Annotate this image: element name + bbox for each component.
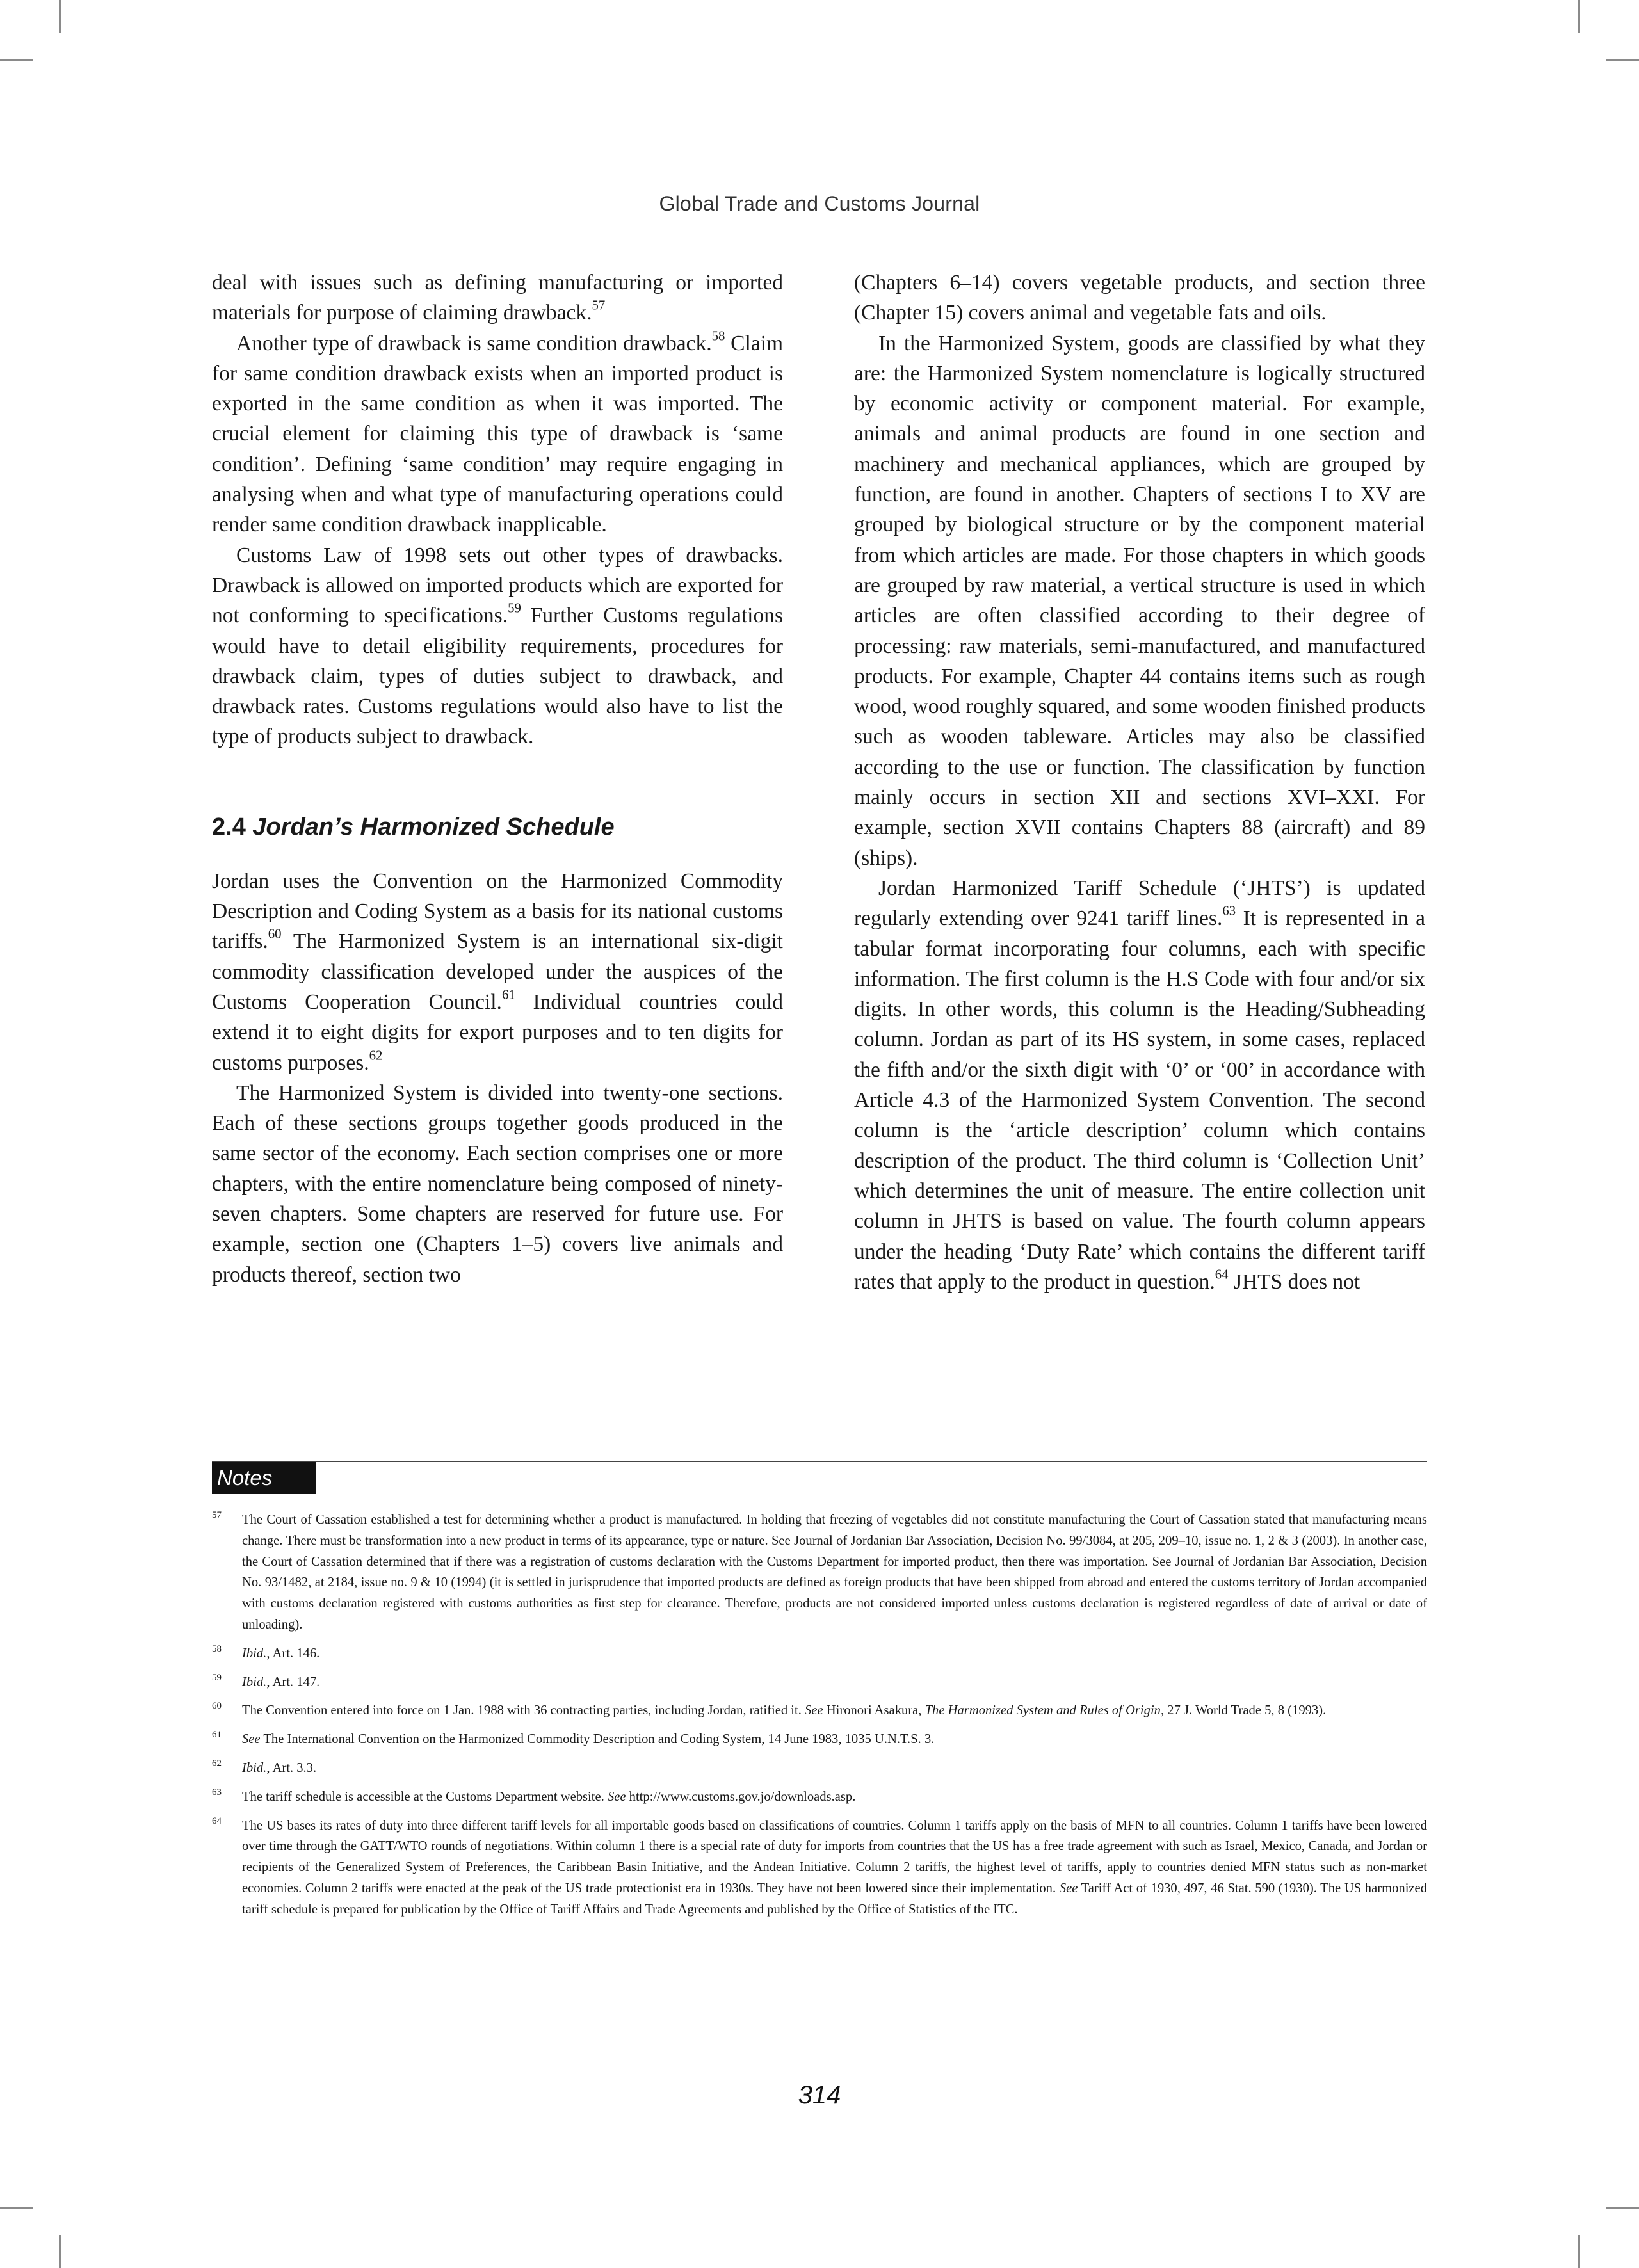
customs-url[interactable]: http://www.customs.gov.jo/downloads.asp. <box>626 1789 856 1804</box>
footnote-63: 63 The tariff schedule is accessible at the Customs Department website. See http://www.customs.gov.jo/downloads.asp. <box>212 1787 1427 1808</box>
footnote-ref[interactable]: 57 <box>592 298 606 313</box>
footnote-number: 58 <box>212 1643 222 1654</box>
crop-mark-top-right-vertical <box>1578 0 1580 33</box>
footnote-number: 59 <box>212 1672 222 1683</box>
footnote-ref[interactable]: 61 <box>501 987 515 1002</box>
footnote-ref[interactable]: 60 <box>268 926 282 942</box>
notes-divider <box>212 1461 1427 1462</box>
footnotes-list <box>212 1509 1427 1928</box>
footnote-ref[interactable]: 64 <box>1215 1267 1229 1282</box>
crop-mark-bottom-left-horizontal <box>0 2207 33 2209</box>
paragraph: The Harmonized System is divided into twenty-one sections. Each of these sections groups together goods produced in the same sector of the economy. Each section comprises one or more chapters, with the entire nomenclature being composed of ninety-seven chapters. Some chapters are reserved for future use. For example, section one (Chapters 1–5) covers live animals and products thereof, section two <box>212 1081 783 1287</box>
footnote-60: 60 The Convention entered into force on 1 Jan. 1988 with 36 contracting parties, including Jordan, ratified it. See Hironori Asakura, The Harmonized System and Rules of Origin, 27 J. World Trade 5, 8 (1993). <box>212 1700 1427 1721</box>
running-header: Global Trade and Customs Journal <box>659 192 980 215</box>
footnote-number: 62 <box>212 1758 222 1769</box>
crop-mark-bottom-left-vertical <box>59 2235 61 2268</box>
footnote-58: 58 Ibid., Art. 146. <box>212 1643 1427 1664</box>
section-number: 2.4 <box>212 813 246 840</box>
footnote-number: 63 <box>212 1787 222 1798</box>
footnote-ref[interactable]: 62 <box>369 1047 383 1063</box>
crop-mark-top-left-vertical <box>59 0 61 33</box>
footnote-57: 57 The Court of Cassation established a test for determining whether a product is manufactured. In holding that freezing of vegetables did not constitute manufacturing the Court of Cassation stated that manufacturing means change. There must be transformation into a new product in terms of its appearance, type or nature. See Journal of Jordanian Bar Association, Decision No. 99/3084, at 205, 209–10, issue no. 1, 2 & 3 (2003). In another case, the Court of Cassation determined that if there was a registration of customs declaration with the Customs Department for imported product, then there was importation. See Journal of Jordanian Bar Association, Decision No. 93/1482, at 2184, issue no. 9 & 10 (1994) (it is settled in jurisprudence that imported products are defined as foreign products that have been shipped from abroad and entered the customs territory of Jordan accompanied with customs declaration registered with customs authorities as first step for clearance. Therefore, products are not considered imported unless customs declaration is registered regardless of date of arrival or date of unloading). <box>212 1509 1427 1636</box>
footnote-ref[interactable]: 59 <box>508 600 521 616</box>
right-column <box>854 268 1425 1297</box>
section-heading <box>212 811 783 843</box>
section-title: Jordan’s Harmonized Schedule <box>252 813 615 840</box>
paragraph: Jordan uses the Convention on the Harmonized Commodity Description and Coding System as a basis for its national customs tariffs.$^{60}$ The Harmonized System is an international six-digit commodity classification developed under the auspices of the Customs Cooperation Council.$^{61}$ Individual countries could extend it to eight digits for export purposes and to ten digits for customs purposes.$^{62}$ <box>212 869 784 1075</box>
footnote-59: 59 Ibid., Art. 147. <box>212 1672 1427 1693</box>
paragraph: (Chapters 6–14) covers vegetable products, and section three (Chapter 15) covers animal and vegetable fats and oils. <box>854 271 1425 325</box>
paragraph: Another type of drawback is same condition drawback.$^{58}$ Claim for same condition drawback exists when an imported product is exported in the same condition as when it was imported. The crucial element for claiming this type of drawback is ‘same condition’. Defining ‘same condition’ may require engaging in analysing when and what type of manufacturing operations could render same condition drawback inapplicable. <box>212 328 784 537</box>
footnote-64: 64 The US bases its rates of duty into three different tariff levels for all importable goods based on classifications of countries. Column 1 tariffs apply on the basis of MFN to all countries. Column 1 tariffs have been lowered over time through the GATT/WTO rounds of negotiations. Within column 1 there is a special rate of duty for imports from countries that the US has a free trade agreement with such as Israel, Mexico, Canada, and Jordan or recipients of the Generalized System of Preferences, the Caribbean Basin Initiative, and the Andean Initiative. Column 2 tariffs, the highest level of tariffs, apply to countries denied MFN status such as non-market economies. Column 2 tariffs were enacted at the peak of the US trade protectionist era in 1930s. They have not been lowered since their implementation. See Tariff Act of 1930, 497, 46 Stat. 590 (1930). The US harmonized tariff schedule is prepared for publication by the Office of Tariff Affairs and Trade Agreements and published by the Office of Statistics of the ITC. <box>212 1815 1427 1920</box>
crop-mark-top-left-horizontal <box>0 59 33 61</box>
footnote-ref[interactable]: 58 <box>711 328 725 344</box>
footnote-number: 64 <box>212 1815 222 1826</box>
paragraph: In the Harmonized System, goods are classified by what they are: the Harmonized System nomenclature is logically structured by economic activity or component material. For example, animals and animal products are found in one section and machinery and mechanical appliances, which are grouped by function, are found in another. Chapters of sections I to XV are grouped by biological structure or by the component material from which articles are made. For those chapters in which goods are grouped by raw material, a vertical structure is used in which articles are often classified according to their degree of processing: raw materials, semi-manufactured, and manufactured products. For example, Chapter 44 contains items such as rough wood, wood roughly squared, and some wooden finished products such as wooden tableware. Articles may also be classified according to the use or function. The classification by function mainly occurs in section XII and sections XVI–XXI. For example, section XVII contains Chapters 88 (aircraft) and 89 (ships). <box>854 331 1425 870</box>
footnote-number: 60 <box>212 1701 222 1712</box>
footnote-number: 61 <box>212 1730 222 1741</box>
crop-mark-top-right-horizontal <box>1606 59 1639 61</box>
paragraph: deal with issues such as defining manufacturing or imported materials for purpose of claiming drawback.$^{57}$ <box>212 271 783 325</box>
footnote-61: 61 See The International Convention on the Harmonized Commodity Description and Coding System, 14 June 1983, 1035 U.N.T.S. 3. <box>212 1729 1427 1750</box>
footnote-number: 57 <box>212 1510 222 1520</box>
page-number: 314 <box>798 2081 841 2109</box>
footnote-ref[interactable]: 63 <box>1222 903 1236 919</box>
crop-mark-bottom-right-horizontal <box>1606 2207 1639 2209</box>
paragraph: Customs Law of 1998 sets out other types of drawbacks. Drawback is allowed on imported products which are exported for not conforming to specifications.$^{59}$ Further Customs regulations would have to detail eligibility requirements, procedures for drawback claim, types of duties subject to drawback, and drawback rates. Customs regulations would also have to list the type of products subject to drawback. <box>212 543 783 749</box>
notes-label: Notes <box>212 1462 316 1494</box>
left-column <box>212 268 783 1290</box>
crop-mark-bottom-right-vertical <box>1578 2235 1580 2268</box>
footnote-62: 62 Ibid., Art. 3.3. <box>212 1758 1427 1779</box>
paragraph: Jordan Harmonized Tariff Schedule (‘JHTS’) is updated regularly extending over 9241 tariff lines.$^{63}$ It is represented in a tabular format incorporating four columns, each with specific information. The first column is the H.S Code with four and/or six digits. In other words, this column is the Heading/Subheading column. Jordan as part of its HS system, in some cases, replaced the fifth and/or the sixth digit with ‘0’ or ‘00’ in accordance with Article 4.3 of the Harmonized System Convention. The second column is the ‘article description’ column which contains description of the product. The third column is ‘Collection Unit’ which determines the unit of measure. The entire collection unit column in JHTS is based on value. The fourth column appears under the heading ‘Duty Rate’ which contains the different tariff rates that apply to the product in question.$^{64}$ JHTS does not <box>854 876 1425 1294</box>
